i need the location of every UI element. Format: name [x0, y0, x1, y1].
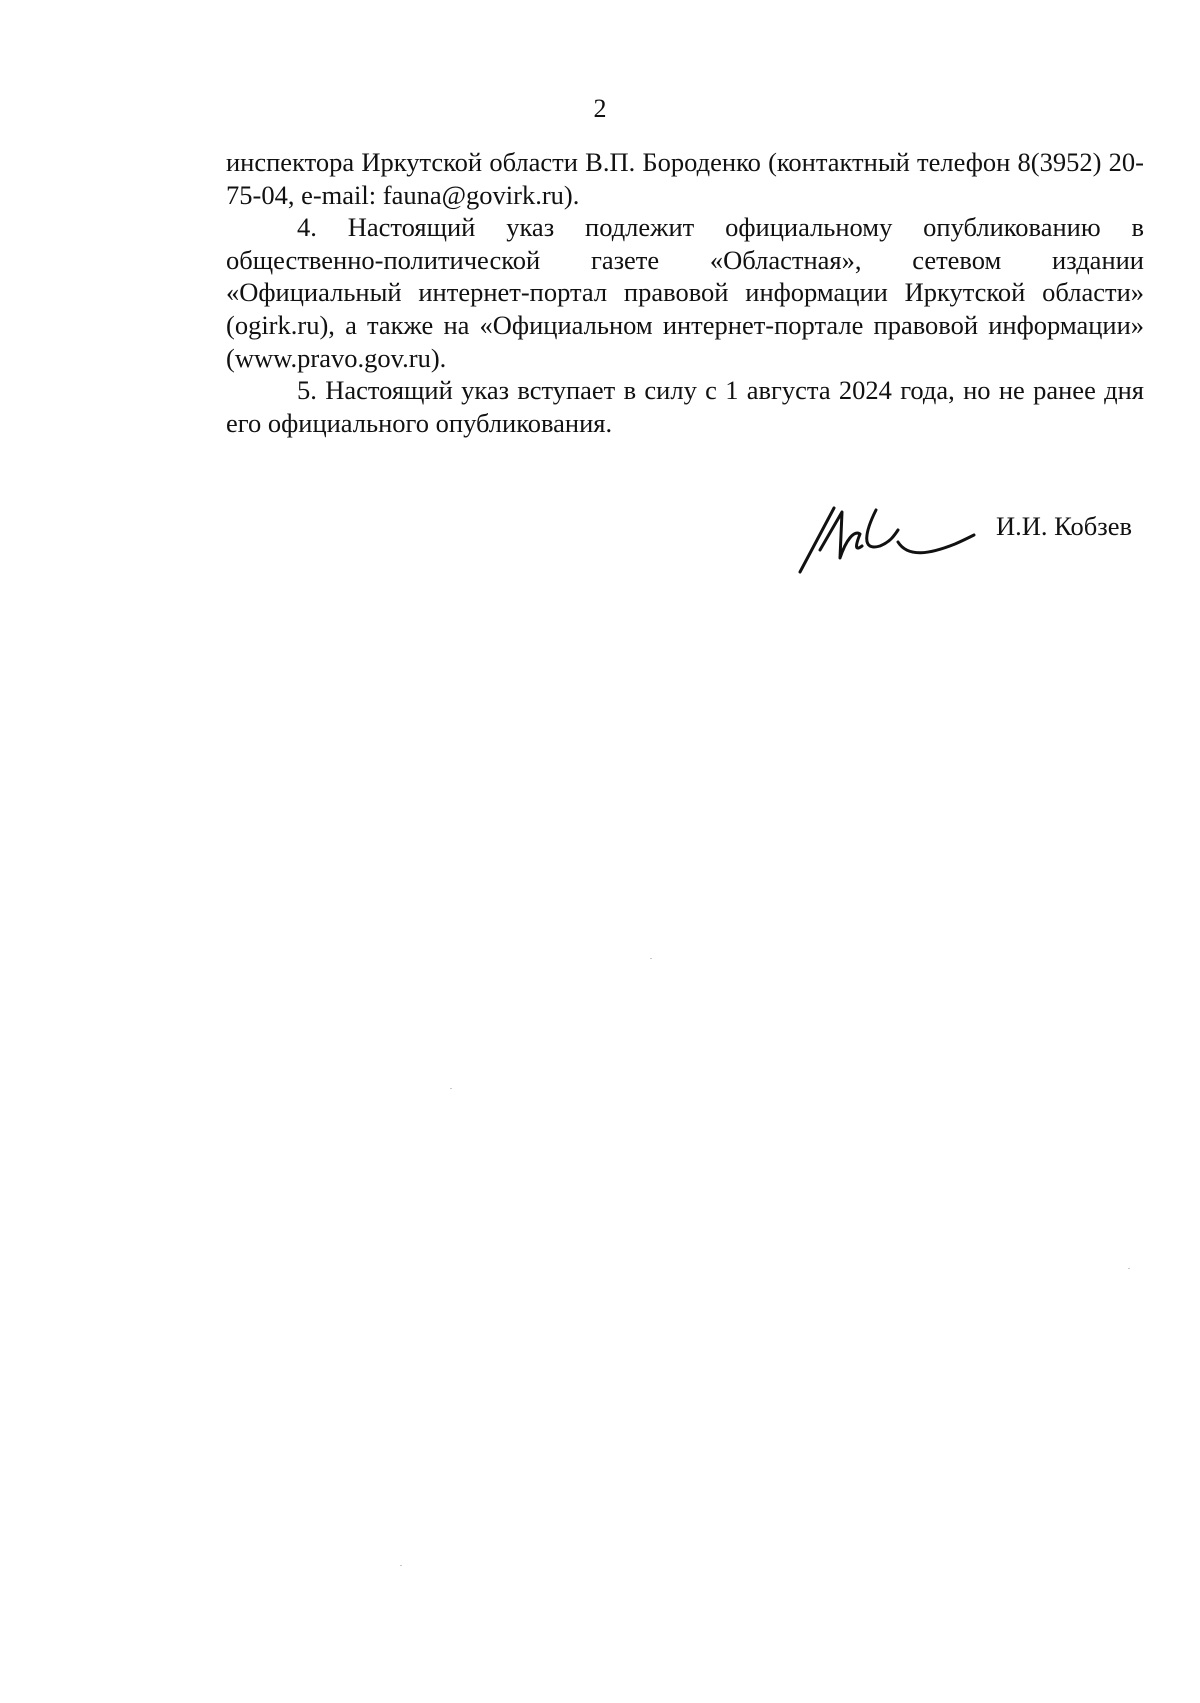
document-body	[226, 146, 1144, 439]
scan-speck	[400, 1565, 402, 1566]
scan-speck	[1128, 1268, 1130, 1269]
scan-speck	[650, 958, 652, 959]
signature-block	[790, 500, 1150, 580]
signer-name: И.И. Кобзев	[996, 511, 1132, 541]
paragraph-publication: 4. Настоящий указ подлежит официальному опубликованию в общественно-политической газете «Областная», сетевом издании «Официальный интернет-портал правовой информации Иркутской области» (ogirk.ru), а также на «Официальном интернет-портале правовой информации» (www.pravo.gov.ru).	[226, 212, 1144, 373]
paragraph-effective-date: 5. Настоящий указ вступает в силу с 1 августа 2024 года, но не ранее дня его официального опубликования.	[226, 375, 1144, 438]
signature-stroke	[800, 508, 974, 572]
scan-speck	[450, 1088, 452, 1089]
paragraph-contact-continuation: инспектора Иркутской области В.П. Бороденко (контактный телефон 8(3952) 20-75-04, e-mail: fauna@govirk.ru).	[226, 147, 1144, 210]
page-number: 2	[593, 94, 607, 123]
handwritten-signature-icon	[790, 500, 990, 580]
